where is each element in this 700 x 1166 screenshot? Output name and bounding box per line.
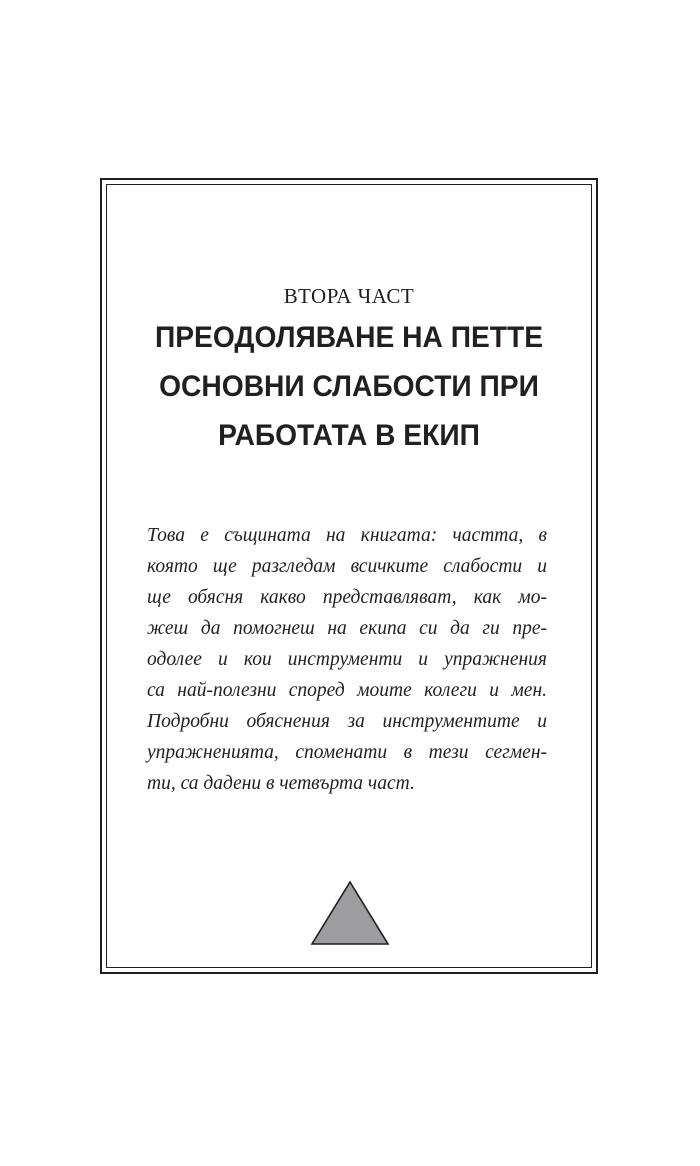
- intro-paragraph: [147, 520, 547, 799]
- section-title-line: РАБОТАТА В ЕКИП: [218, 419, 480, 452]
- triangle-icon: [310, 880, 390, 946]
- section-title-line: ПРЕОДОЛЯВАНЕ НА ПЕТТЕ: [154, 321, 544, 354]
- intro-line: ти, са дадени в четвърта част.: [147, 773, 415, 794]
- intro-line: са най-полезни според моите колеги и мен.: [147, 680, 547, 701]
- triangle-shape: [312, 882, 388, 944]
- section-title-line: ОСНОВНИ СЛАБОСТИ ПРИ: [159, 370, 539, 403]
- intro-line: жеш да помогнеш на екипа си да ги пре-: [147, 618, 547, 639]
- intro-line: одолее и кои инструменти и упражнения: [147, 649, 547, 670]
- intro-line: Това е същината на книгата: частта, в: [147, 525, 547, 546]
- intro-line: Подробни обяснения за инструментите и: [147, 711, 547, 732]
- intro-line: упражненията, споменати в тези сегмен-: [147, 742, 547, 763]
- intro-line: ще обясня какво представляват, как мо-: [147, 587, 547, 608]
- part-label: ВТОРА ЧАСТ: [283, 284, 415, 308]
- section-title: [121, 313, 578, 460]
- intro-line: която ще разгледам всичките слабости и: [147, 556, 547, 577]
